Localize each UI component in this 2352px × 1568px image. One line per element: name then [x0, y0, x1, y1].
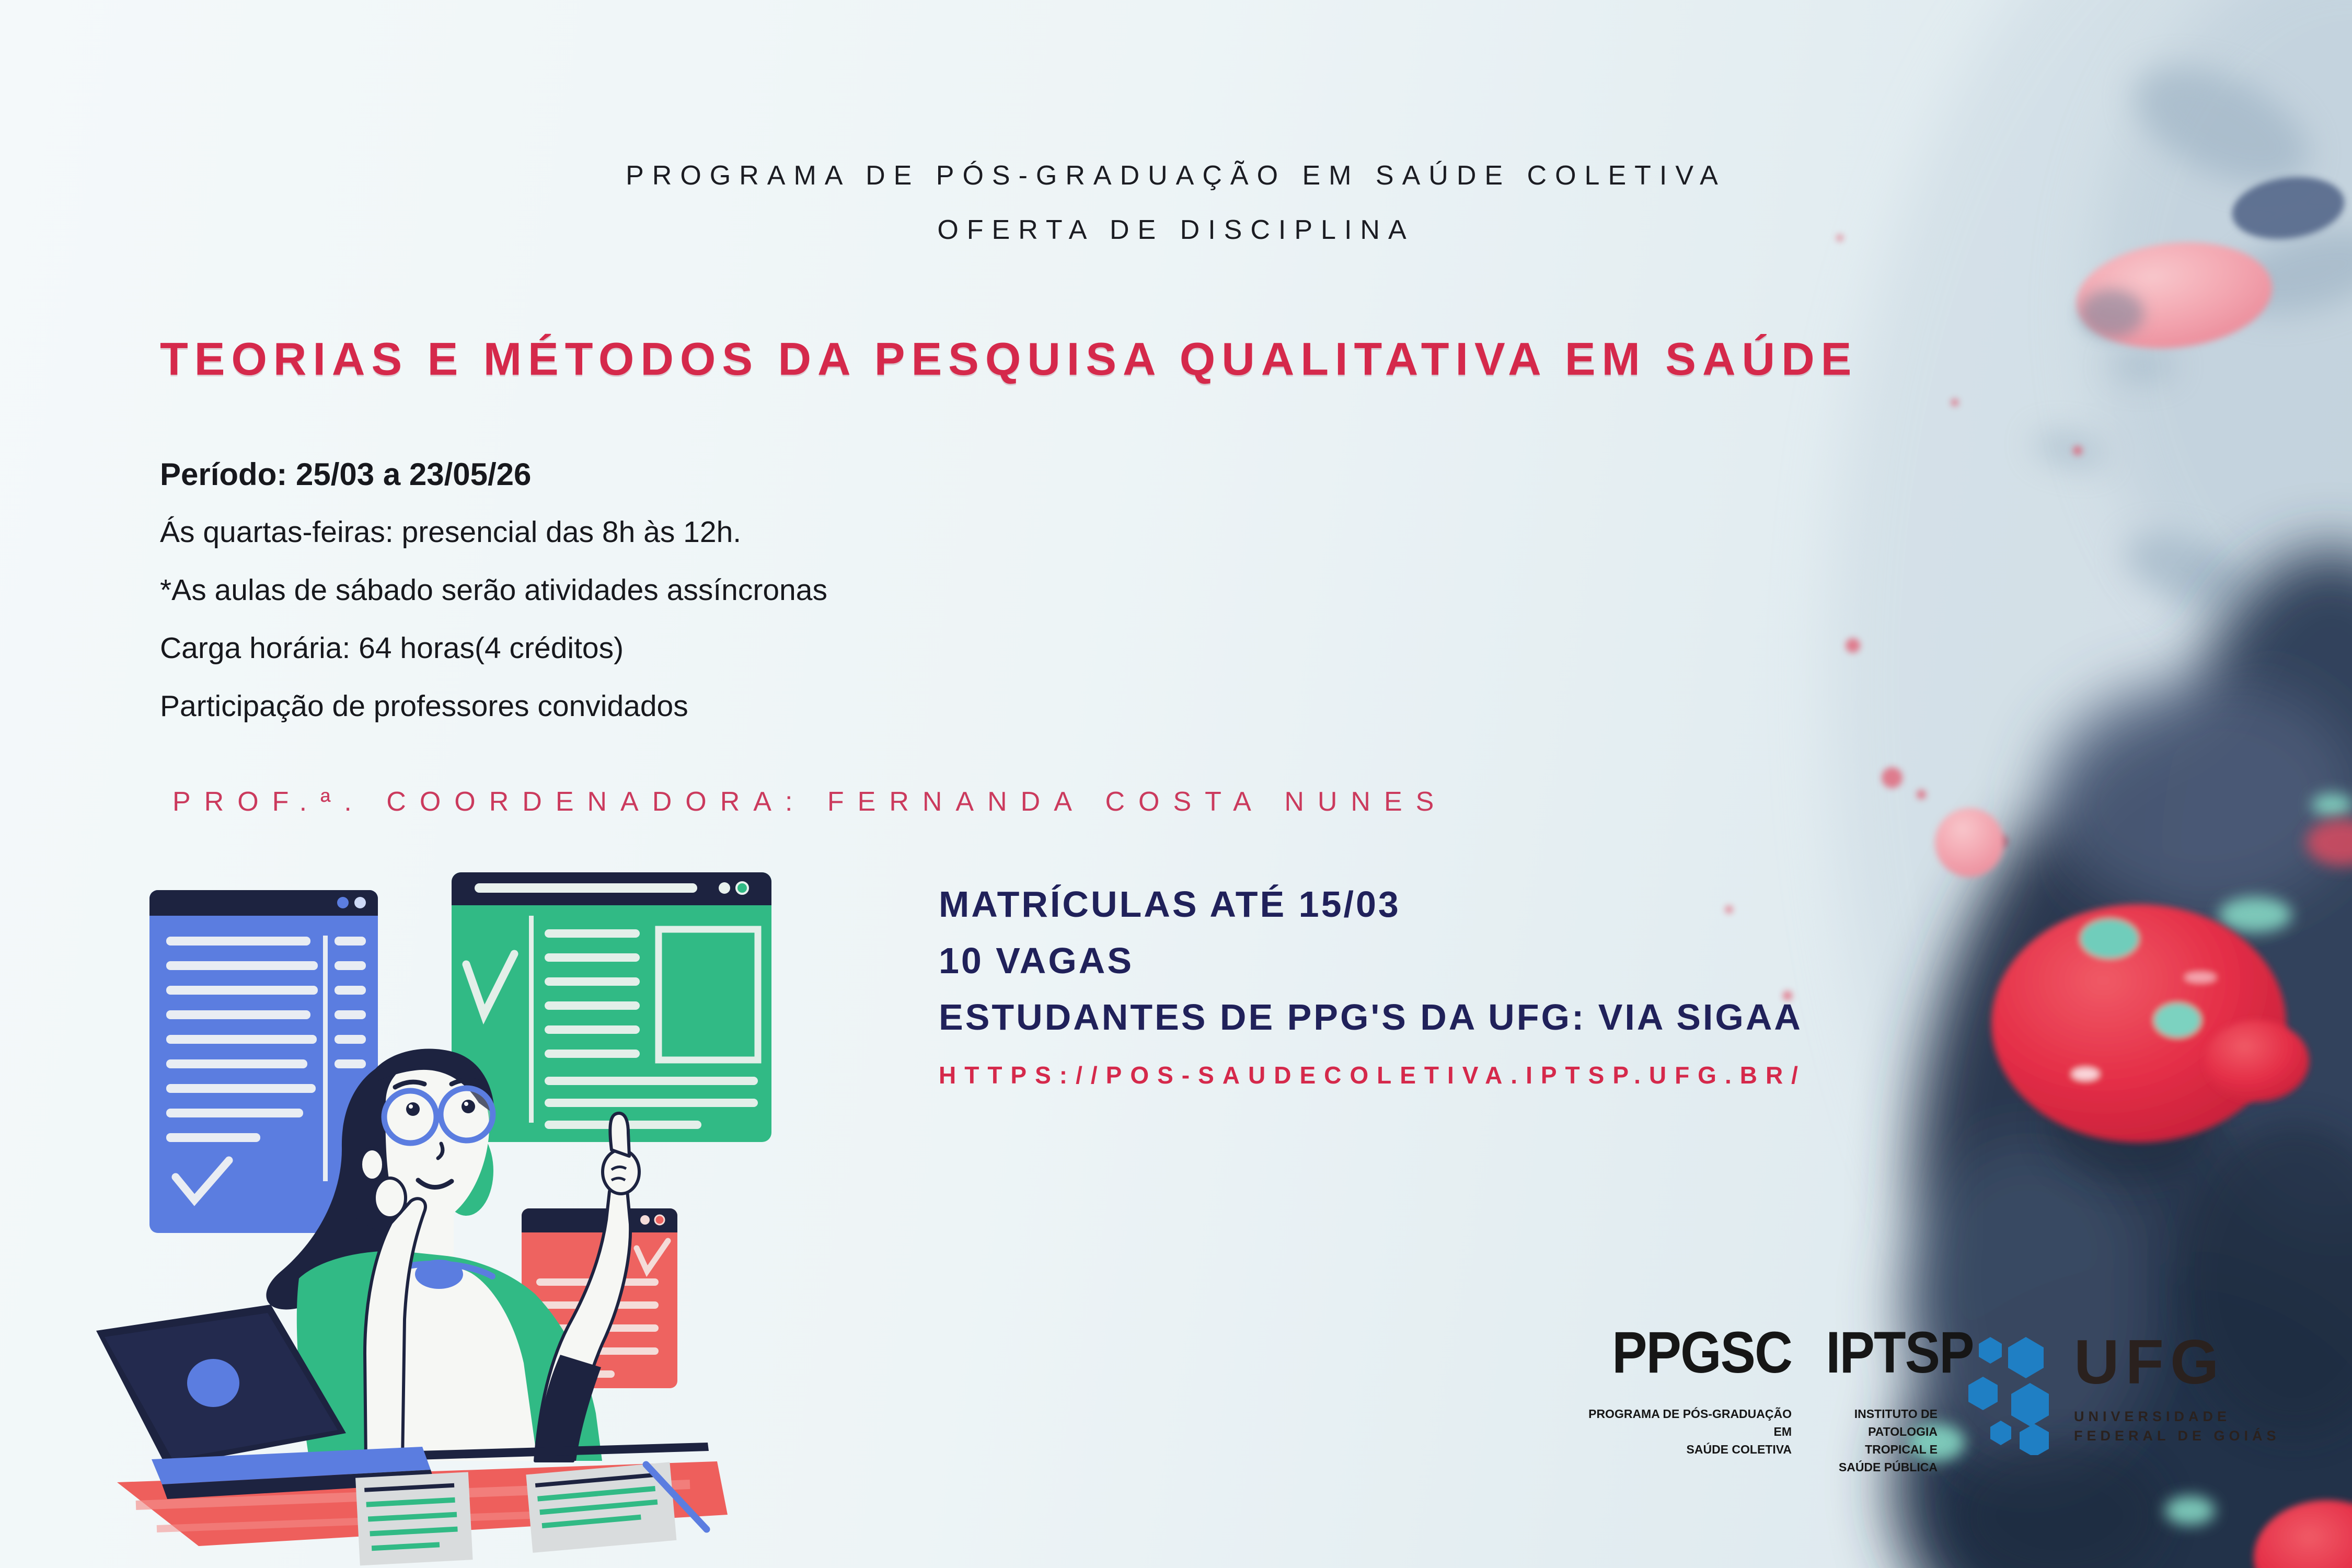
- enrollment-slots: 10 VAGAS: [939, 940, 1134, 981]
- iptsp-subtitle: INSTITUTO DE PATOLOGIA TROPICAL E SAÚDE PÚBLICA: [1838, 1407, 1938, 1474]
- course-note: *As aulas de sábado serão atividades assíncronas: [160, 573, 827, 607]
- ppgsc-subtitle: PROGRAMA DE PÓS-GRADUAÇÃO EM SAÚDE COLETIVA: [1588, 1407, 1792, 1456]
- ppgsc-logo: [1578, 1320, 1792, 1458]
- ppgsc-acronym: PPGSC: [1612, 1320, 1792, 1385]
- iptsp-logo: [1809, 1320, 1974, 1476]
- enrollment-info: [939, 876, 1803, 1045]
- course-workload: Carga horária: 64 horas(4 créditos): [160, 631, 624, 665]
- course-title: TEORIAS E MÉTODOS DA PESQUISA QUALITATIVA EM SAÚDE: [160, 333, 1858, 385]
- coordinator-line: PROF.ª. COORDENADORA: FERNANDA COSTA NUNES: [172, 787, 1448, 817]
- program-url-link[interactable]: HTTPS://POS-SAUDECOLETIVA.IPTSP.UFG.BR/: [939, 1062, 1806, 1089]
- program-name: PROGRAMA DE PÓS-GRADUAÇÃO EM SAÚDE COLETIVA: [626, 160, 1726, 191]
- ufg-logo: [2074, 1327, 2280, 1446]
- ufg-subtitle: UNIVERSIDADE FEDERAL DE GOIÁS: [2074, 1409, 2280, 1444]
- ufg-acronym: UFG: [2074, 1327, 2226, 1397]
- header-subtitle: OFERTA DE DISCIPLINA: [937, 215, 1415, 245]
- course-period: Período: 25/03 a 23/05/26: [160, 457, 532, 492]
- papers: [355, 1462, 707, 1565]
- enrollment-deadline: MATRÍCULAS ATÉ 15/03: [939, 884, 1401, 925]
- ufg-hexagon-logo-icon: [1963, 1334, 2052, 1455]
- course-guests: Participação de professores convidados: [160, 689, 688, 723]
- course-illustration: [73, 857, 868, 1568]
- course-details: [160, 445, 827, 735]
- enrollment-channel: ESTUDANTES DE PPG'S DA UFG: VIA SIGAA: [939, 997, 1803, 1037]
- header: [0, 160, 2352, 246]
- course-schedule: Ás quartas-feiras: presencial das 8h às 12h.: [160, 515, 742, 549]
- browser-window-green: [452, 872, 771, 1142]
- iptsp-acronym: IPTSP: [1826, 1320, 1974, 1385]
